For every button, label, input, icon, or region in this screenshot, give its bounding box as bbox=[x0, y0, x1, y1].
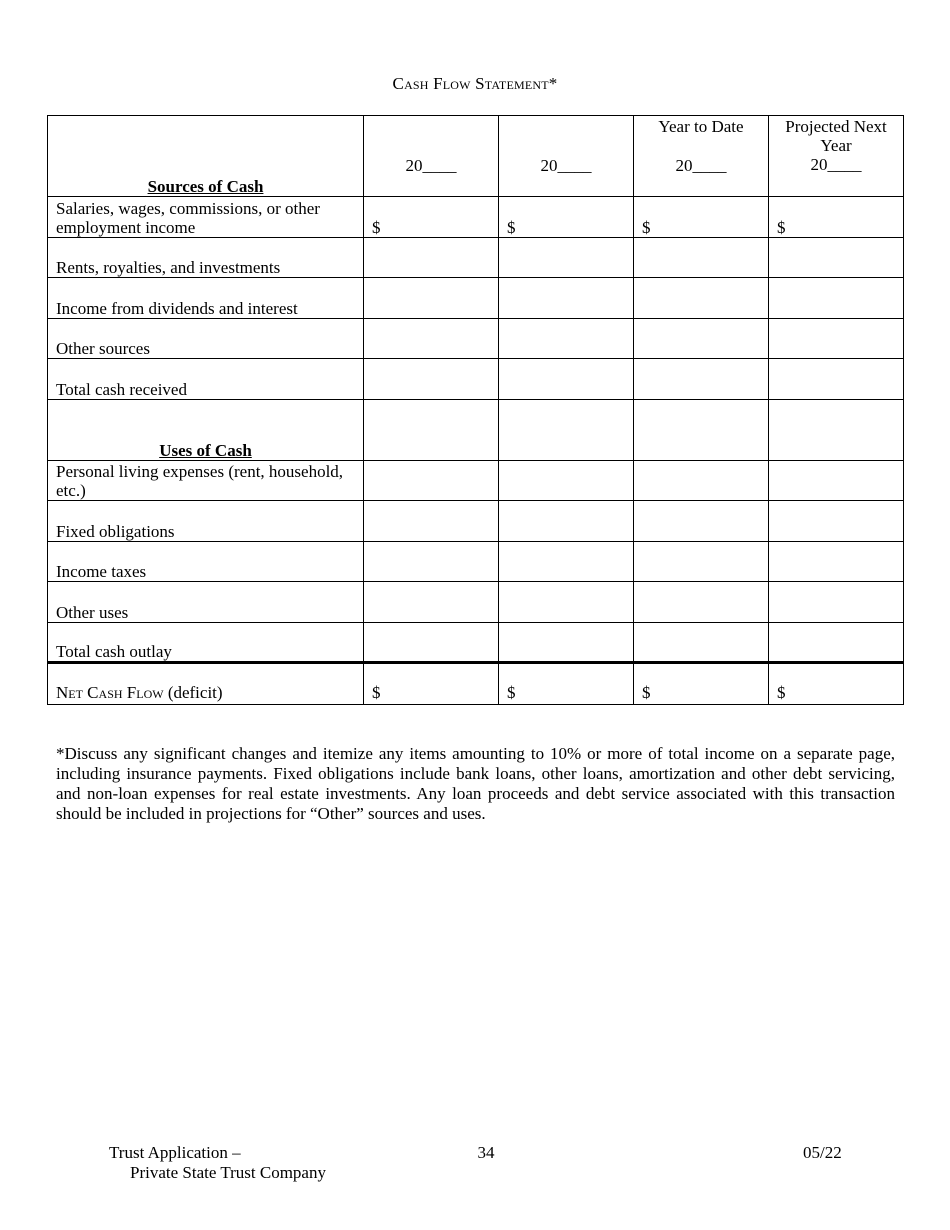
header-row bbox=[48, 116, 904, 197]
column-year-1: 20____ bbox=[405, 156, 457, 175]
amount-cell[interactable] bbox=[364, 359, 499, 400]
column-header-ytd bbox=[634, 116, 769, 197]
table-row bbox=[48, 541, 904, 582]
amount-cell[interactable]: $ bbox=[364, 663, 499, 705]
amount-cell[interactable] bbox=[364, 278, 499, 319]
amount-cell[interactable] bbox=[634, 541, 769, 582]
row-label: Income taxes bbox=[48, 541, 364, 582]
amount-cell[interactable] bbox=[634, 278, 769, 319]
amount-cell[interactable] bbox=[364, 501, 499, 542]
table-row bbox=[48, 501, 904, 542]
row-label: Fixed obligations bbox=[48, 501, 364, 542]
amount-cell[interactable] bbox=[499, 501, 634, 542]
net-cash-flow-label-main: Net Cash Flow bbox=[56, 683, 164, 702]
amount-cell[interactable] bbox=[499, 399, 634, 460]
table-row bbox=[48, 622, 904, 663]
uses-of-cash-heading: Uses of Cash bbox=[48, 399, 364, 460]
amount-cell[interactable]: $ bbox=[769, 197, 904, 238]
sources-of-cash-heading: Sources of Cash bbox=[48, 116, 364, 197]
amount-cell[interactable] bbox=[634, 399, 769, 460]
footer-company: Private State Trust Company bbox=[130, 1163, 326, 1182]
column-top-ytd: Year to Date bbox=[658, 117, 744, 136]
table-row bbox=[48, 318, 904, 359]
amount-cell[interactable] bbox=[769, 622, 904, 663]
amount-cell[interactable] bbox=[634, 237, 769, 278]
cash-flow-table bbox=[47, 115, 904, 705]
amount-cell[interactable] bbox=[769, 359, 904, 400]
amount-cell[interactable]: $ bbox=[769, 663, 904, 705]
footnote: *Discuss any significant changes and itemize any items amounting to 10% or more of total income on a separate page, including insurance payments. Fixed obligations include bank loans, other loans, amortization and other debt servicing, and non-loan expenses for real estate investments. Any loan proceeds and debt service associated with this transaction should be included in projections for “Other” sources and uses. bbox=[56, 744, 895, 823]
column-header-projected bbox=[769, 116, 904, 197]
row-label: Other uses bbox=[48, 582, 364, 623]
amount-cell[interactable]: $ bbox=[364, 197, 499, 238]
table-row bbox=[48, 460, 904, 501]
amount-cell[interactable]: $ bbox=[634, 663, 769, 705]
column-year-2: 20____ bbox=[540, 156, 592, 175]
amount-cell[interactable] bbox=[769, 501, 904, 542]
amount-cell[interactable]: $ bbox=[634, 197, 769, 238]
net-cash-flow-label-suffix: (deficit) bbox=[163, 683, 223, 702]
row-label: Salaries, wages, commissions, or other employment income bbox=[48, 197, 364, 238]
amount-cell[interactable] bbox=[769, 460, 904, 501]
amount-cell[interactable] bbox=[634, 501, 769, 542]
uses-of-cash-row bbox=[48, 399, 904, 460]
row-label: Other sources bbox=[48, 318, 364, 359]
amount-cell[interactable]: $ bbox=[499, 663, 634, 705]
amount-cell[interactable] bbox=[769, 541, 904, 582]
amount-cell[interactable] bbox=[499, 582, 634, 623]
table-row bbox=[48, 237, 904, 278]
amount-cell[interactable] bbox=[634, 359, 769, 400]
column-header-2 bbox=[499, 116, 634, 197]
amount-cell[interactable] bbox=[499, 237, 634, 278]
amount-cell[interactable] bbox=[769, 399, 904, 460]
amount-cell[interactable] bbox=[499, 318, 634, 359]
row-label: Total cash received bbox=[48, 359, 364, 400]
footer-doc-title: Trust Application – bbox=[109, 1143, 241, 1162]
net-cash-flow-label bbox=[48, 663, 364, 705]
amount-cell[interactable] bbox=[634, 582, 769, 623]
amount-cell[interactable] bbox=[499, 460, 634, 501]
row-label: Personal living expenses (rent, household, etc.) bbox=[48, 460, 364, 501]
amount-cell[interactable] bbox=[634, 622, 769, 663]
column-header-1 bbox=[364, 116, 499, 197]
column-year-ytd: 20____ bbox=[675, 156, 727, 175]
amount-cell[interactable] bbox=[364, 541, 499, 582]
amount-cell[interactable] bbox=[769, 237, 904, 278]
table-row bbox=[48, 359, 904, 400]
amount-cell[interactable] bbox=[769, 318, 904, 359]
amount-cell[interactable] bbox=[769, 278, 904, 319]
table-row bbox=[48, 278, 904, 319]
table-row bbox=[48, 197, 904, 238]
row-label: Total cash outlay bbox=[48, 622, 364, 663]
page-title: Cash Flow Statement* bbox=[392, 74, 558, 93]
amount-cell[interactable]: $ bbox=[499, 197, 634, 238]
amount-cell[interactable] bbox=[499, 278, 634, 319]
page-number: 34 bbox=[477, 1143, 495, 1162]
row-label: Income from dividends and interest bbox=[48, 278, 364, 319]
amount-cell[interactable] bbox=[499, 622, 634, 663]
amount-cell[interactable] bbox=[499, 359, 634, 400]
footer-date: 05/22 bbox=[803, 1143, 842, 1162]
amount-cell[interactable] bbox=[364, 582, 499, 623]
amount-cell[interactable] bbox=[364, 399, 499, 460]
net-cash-flow-row bbox=[48, 663, 904, 705]
amount-cell[interactable] bbox=[634, 460, 769, 501]
column-year-projected: 20____ bbox=[810, 155, 862, 174]
amount-cell[interactable] bbox=[364, 460, 499, 501]
amount-cell[interactable] bbox=[769, 582, 904, 623]
amount-cell[interactable] bbox=[634, 318, 769, 359]
amount-cell[interactable] bbox=[364, 318, 499, 359]
table-row bbox=[48, 582, 904, 623]
amount-cell[interactable] bbox=[499, 541, 634, 582]
column-top-projected: Projected Next Year bbox=[785, 117, 887, 155]
amount-cell[interactable] bbox=[364, 622, 499, 663]
amount-cell[interactable] bbox=[364, 237, 499, 278]
row-label: Rents, royalties, and investments bbox=[48, 237, 364, 278]
